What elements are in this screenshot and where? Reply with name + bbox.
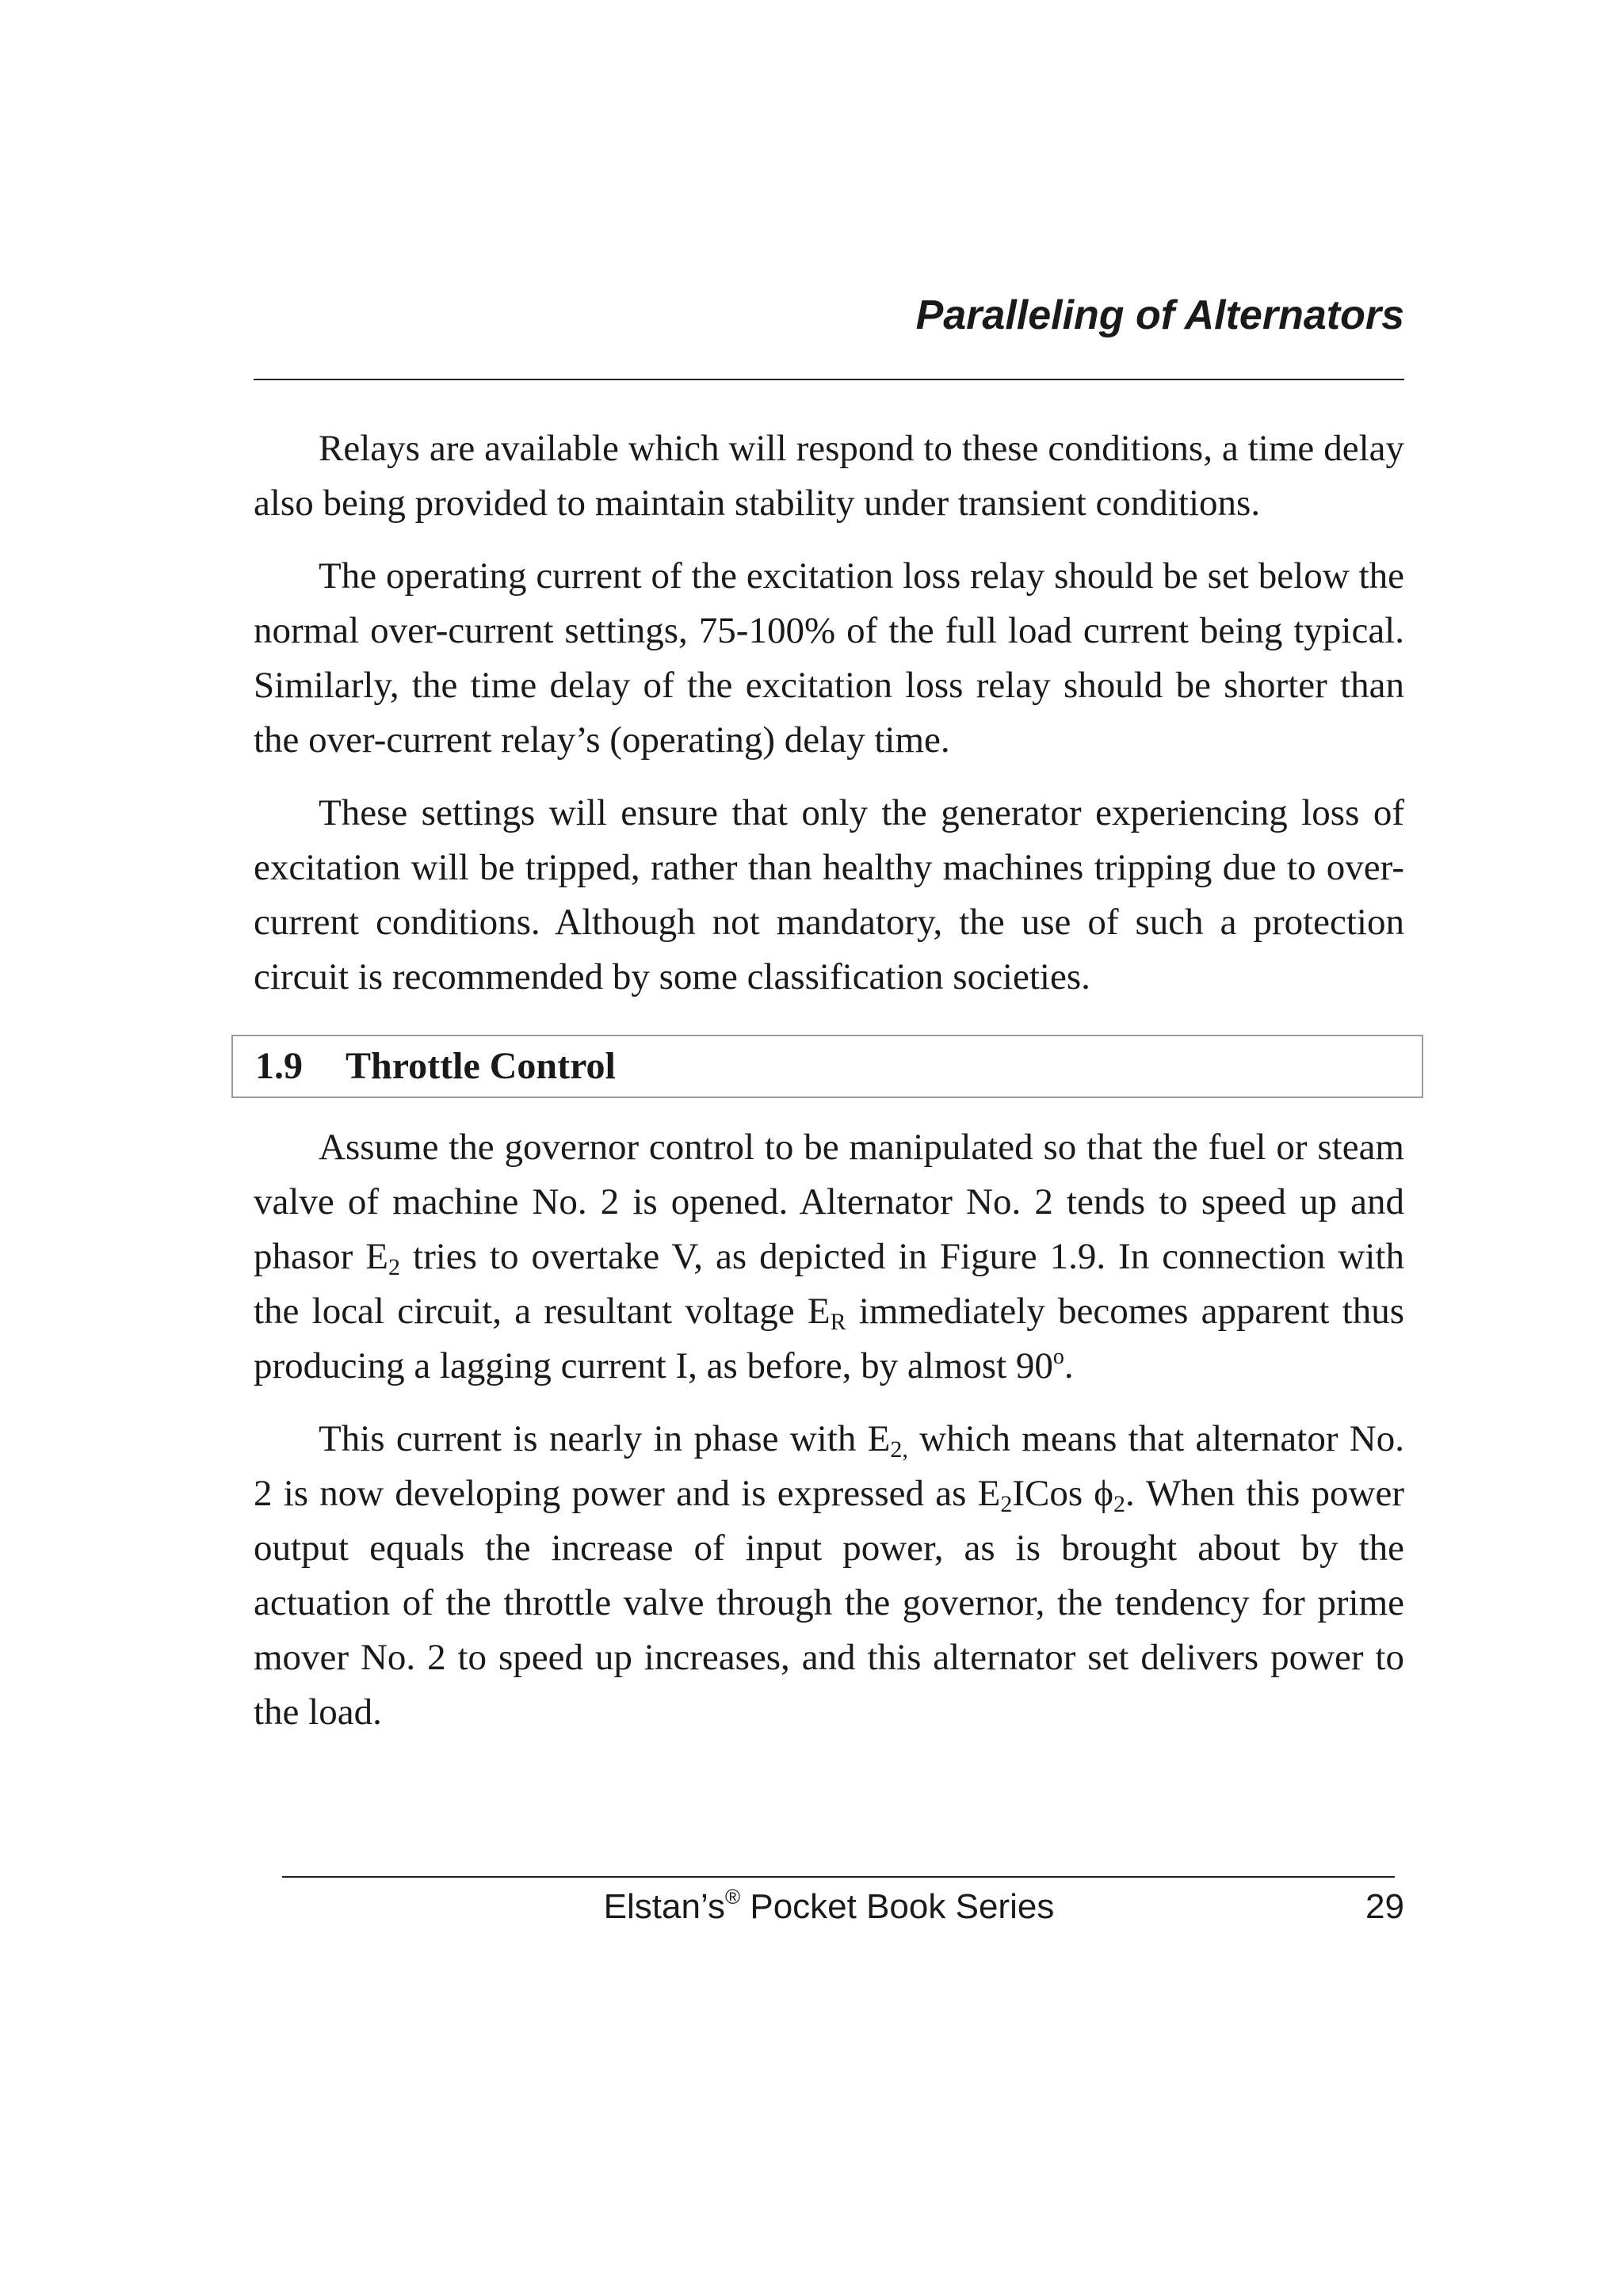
running-header-title: Paralleling of Alternators <box>915 292 1404 338</box>
section-title: Throttle Control <box>346 1045 616 1087</box>
page-number: 29 <box>1365 1887 1404 1926</box>
section-heading-box <box>231 1035 1423 1098</box>
text-run: immediately becomes apparent thus producing a lagging current I, as before, by almost 90 <box>254 1291 1404 1386</box>
subscript: R <box>830 1309 846 1335</box>
paragraph-current-phase <box>254 1412 1404 1740</box>
text-run: tries to overtake V, as depicted in Figure 1.9. In connection with the local circuit, a resultant voltage E <box>254 1236 1404 1332</box>
superscript: o <box>1052 1344 1064 1369</box>
series-prefix: Elstan’s <box>603 1887 725 1926</box>
page-footer <box>254 1881 1404 1933</box>
paragraph-settings: These settings will ensure that only the generator experiencing loss of excitation will be tripped, rather than healthy machines tripping due to over-current conditions. Although not mandatory, the use of such a protection circuit is recommended by some classification societies. <box>254 792 1404 997</box>
paragraph-relays: Relays are available which will respond to these conditions, a time delay also being provided to maintain stability under transient conditions. <box>254 428 1404 524</box>
text-run: . <box>1064 1345 1074 1386</box>
text-run: Assume the governor control to be manipulated so that the fuel or steam valve of machine No. 2 is opened. Alternator No. 2 tends to speed up and phasor E <box>254 1127 1404 1277</box>
registered-mark: ® <box>724 1885 741 1909</box>
text-run: which means that alternator No. 2 is now developing power and is expressed as E <box>254 1418 1404 1514</box>
paragraph-operating-current: The operating current of the excitation loss relay should be set below the normal over-current settings, 75-100% of the full load current being typical. Similarly, the time delay of the excitation loss relay should be shorter than the over-current relay’s (operating) delay time. <box>254 555 1404 761</box>
text-run: This current is nearly in phase with E <box>319 1418 891 1459</box>
subscript: 2 <box>1113 1491 1126 1517</box>
text-run: ICos ϕ <box>1012 1473 1114 1514</box>
subscript: 2 <box>388 1254 401 1280</box>
body-text-section-2 <box>254 1120 1404 1758</box>
header-divider <box>254 379 1404 380</box>
text-run: . When this power output equals the increase of input power, as is brought about by the actuation of the throttle valve through the governor, the tendency for prime mover No. 2 to speed up increases, and this alternator set delivers power to the load. <box>254 1473 1404 1733</box>
section-heading <box>255 1036 616 1097</box>
section-number: 1.9 <box>255 1045 303 1087</box>
series-suffix: Pocket Book Series <box>740 1887 1055 1926</box>
series-title <box>254 1881 1404 1933</box>
subscript: 2, <box>890 1436 908 1463</box>
body-text-section-1 <box>254 421 1404 1023</box>
paragraph-governor <box>254 1120 1404 1394</box>
footer-divider <box>282 1876 1395 1878</box>
subscript: 2 <box>1000 1491 1013 1517</box>
